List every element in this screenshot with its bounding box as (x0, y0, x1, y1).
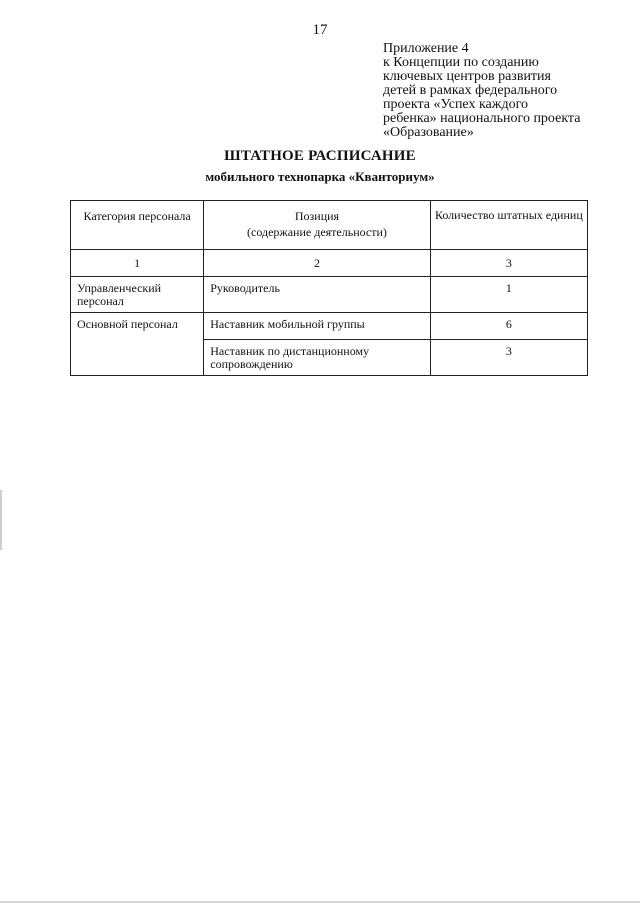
staffing-table (70, 200, 588, 376)
position-cell: Руководитель (204, 277, 430, 313)
column-number: 2 (204, 250, 430, 277)
appendix-note (383, 42, 623, 140)
column-number-row (71, 250, 588, 277)
page-number: 17 (312, 22, 328, 38)
header-position (204, 201, 430, 250)
table-row (71, 340, 588, 376)
header-category: Категория персонала (71, 201, 204, 250)
column-number: 1 (71, 250, 204, 277)
category-cell (71, 340, 204, 376)
table-header-row (71, 201, 588, 250)
appendix-line: Приложение 4 (383, 41, 469, 56)
position-cell: Наставник по дистанционному сопровождению (204, 340, 430, 376)
header-position-line1: Позиция (294, 209, 340, 223)
appendix-line: ребенка» национального проекта (383, 111, 581, 126)
document-title: ШТАТНОЕ РАСПИСАНИЕ (224, 148, 416, 164)
appendix-line: «Образование» (383, 125, 474, 140)
position-cell: Наставник мобильной группы (204, 313, 430, 340)
appendix-line: проекта «Успех каждого (383, 97, 528, 112)
category-cell: Основной персонал (71, 313, 204, 340)
header-count: Количество штатных единиц (430, 201, 587, 250)
header-position-line2: (содержание деятельности) (247, 225, 387, 239)
scan-bottom-edge (0, 901, 640, 903)
category-cell: Управленческий персонал (71, 277, 204, 313)
scan-edge-mark (0, 490, 2, 550)
count-cell: 1 (430, 277, 587, 313)
appendix-line: к Концепции по созданию (383, 55, 539, 70)
appendix-line: ключевых центров развития (383, 69, 551, 84)
table-row (71, 277, 588, 313)
appendix-line: детей в рамках федерального (383, 83, 558, 98)
count-cell: 6 (430, 313, 587, 340)
count-cell: 3 (430, 340, 587, 376)
table-row (71, 313, 588, 340)
column-number: 3 (430, 250, 587, 277)
document-subtitle: мобильного технопарка «Кванториум» (205, 169, 435, 184)
